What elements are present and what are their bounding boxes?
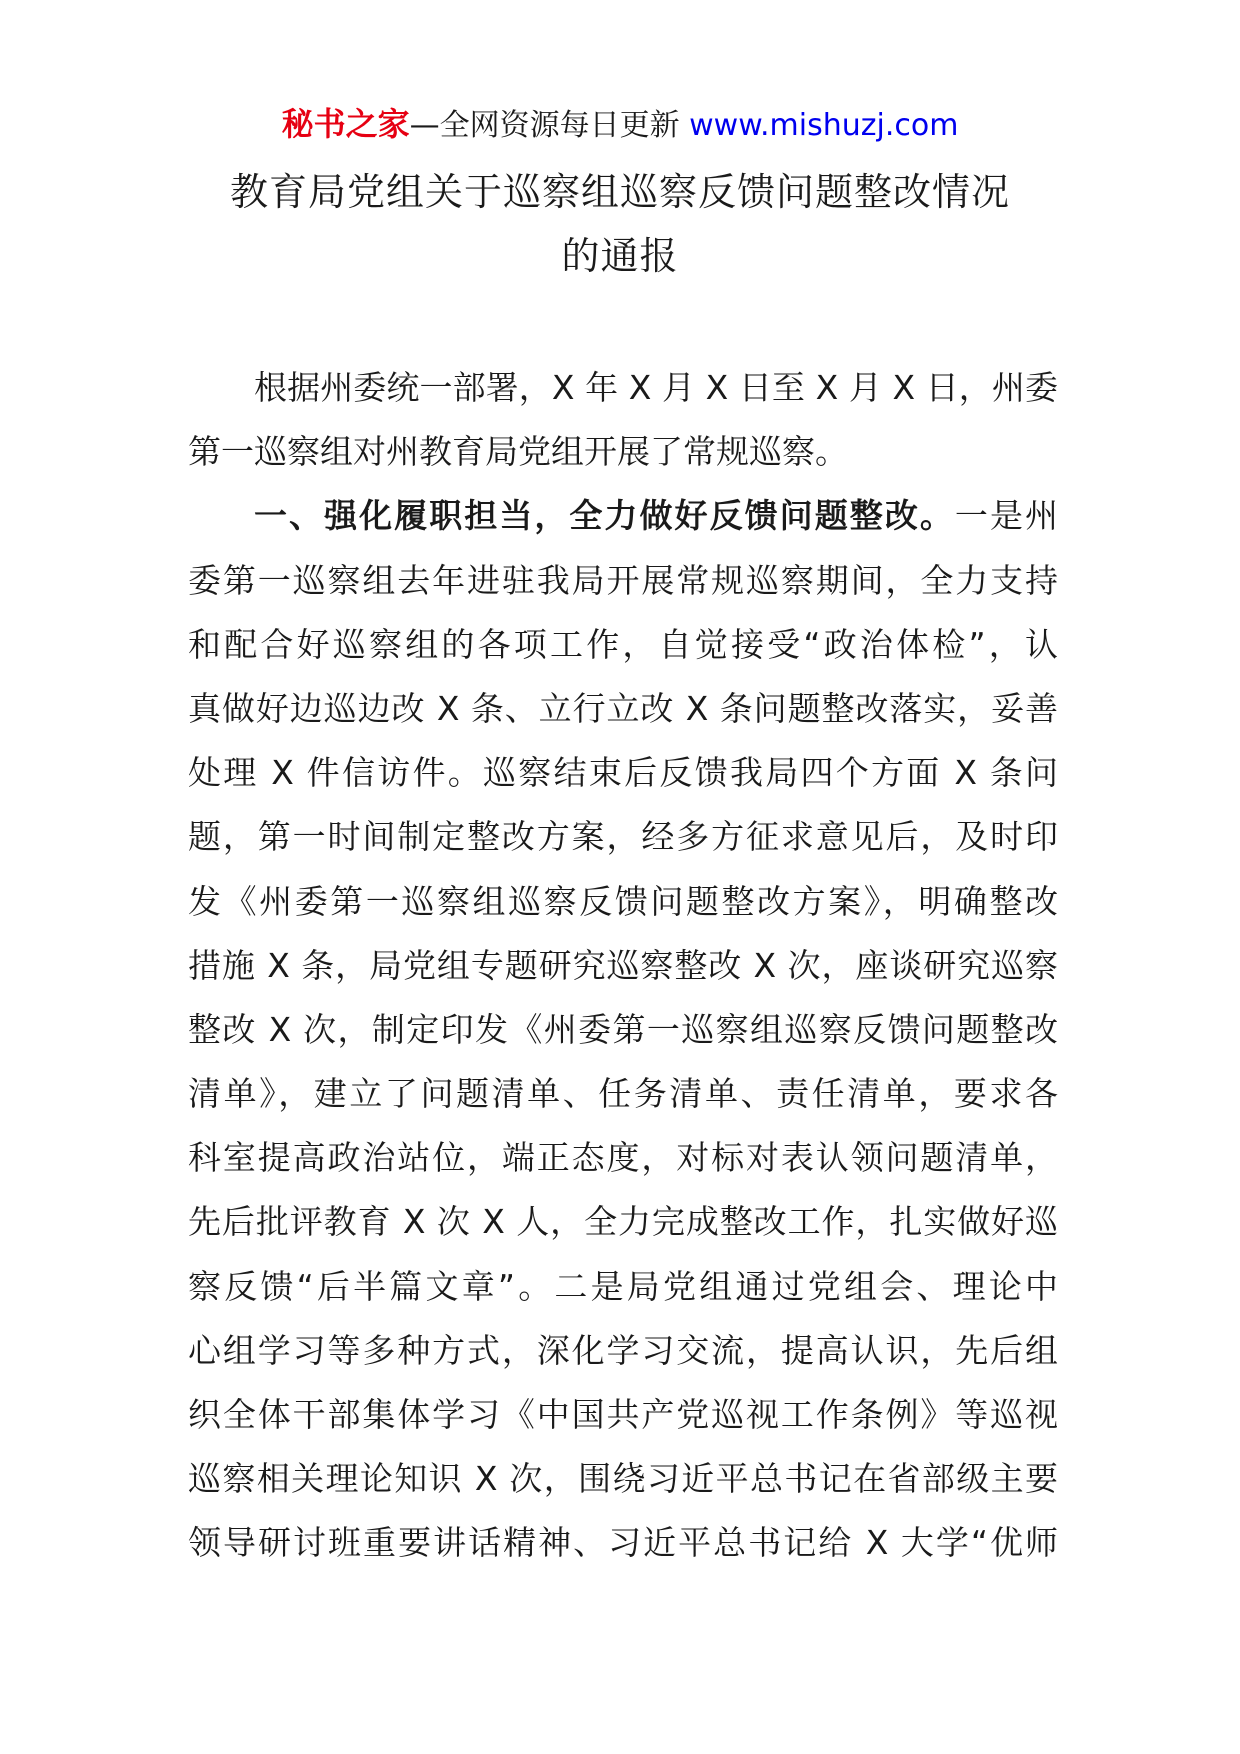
body-line: 题，第一时间制定整改方案，经多方征求意见后，及时印: [188, 817, 1058, 857]
brand-name: 秘书之家: [281, 105, 410, 143]
body-line: 整改 X 次，制定印发《州委第一巡察组巡察反馈问题整改: [188, 1009, 1058, 1049]
title-line: 的通报: [561, 234, 679, 278]
body-text: 一是州: [954, 496, 1058, 536]
body-line: 委第一巡察组去年进驻我局开展常规巡察期间，全力支持: [188, 560, 1058, 600]
title-line: 教育局党组关于巡察组巡察反馈问题整改情况: [229, 170, 1010, 214]
site-url[interactable]: www.mishuzj.com: [689, 108, 959, 143]
body-line: 措施 X 条，局党组专题研究巡察整改 X 次，座谈研究巡察: [188, 945, 1058, 985]
document-title: [150, 160, 1090, 288]
body-line: 真做好边巡边改 X 条、立行立改 X 条问题整改落实，妥善: [188, 688, 1058, 728]
paragraph-intro: [188, 356, 1058, 484]
body-line: 织全体干部集体学习《中国共产党巡视工作条例》等巡视: [188, 1395, 1058, 1434]
body-line: 根据州委统一部署，X 年 X 月 X 日至 X 月 X 日，州委: [254, 368, 1058, 407]
body-line: 发《州委第一巡察组巡察反馈问题整改方案》，明确整改: [188, 881, 1058, 921]
body-line: 巡察相关理论知识 X 次，围绕习近平总书记在省部级主要: [188, 1459, 1058, 1499]
body-line: 察反馈“后半篇文章”。二是局党组通过党组会、理论中: [188, 1266, 1058, 1306]
section-heading: 一、强化履职担当，全力做好反馈问题整改。: [254, 496, 955, 536]
body-line: 领导研讨班重要讲话精神、习近平总书记给 X 大学“优师: [188, 1523, 1058, 1563]
body-line: 和配合好巡察组的各项工作，自觉接受“政治体检”，认: [188, 624, 1058, 664]
body-line: 心组学习等多种方式，深化学习交流，提高认识，先后组: [188, 1330, 1058, 1370]
paragraph-section-1: [188, 484, 1058, 1575]
body-line: 先后批评教育 X 次 X 人，全力完成整改工作，扎实做好巡: [188, 1202, 1058, 1242]
body-line: 科室提高政治站位，端正态度，对标对表认领问题清单，: [188, 1138, 1058, 1178]
body-line: [188, 484, 1058, 548]
body-line: 处理 X 件信访件。巡察结束后反馈我局四个方面 X 条问: [188, 753, 1058, 793]
body-line: 清单》，建立了问题清单、任务清单、责任清单，要求各: [188, 1074, 1058, 1114]
header-tagline: —全网资源每日更新: [409, 108, 690, 143]
body-line: 第一巡察组对州教育局党组开展了常规巡察。: [188, 432, 848, 472]
document-body: [188, 356, 1058, 1576]
site-header: [0, 100, 1240, 150]
